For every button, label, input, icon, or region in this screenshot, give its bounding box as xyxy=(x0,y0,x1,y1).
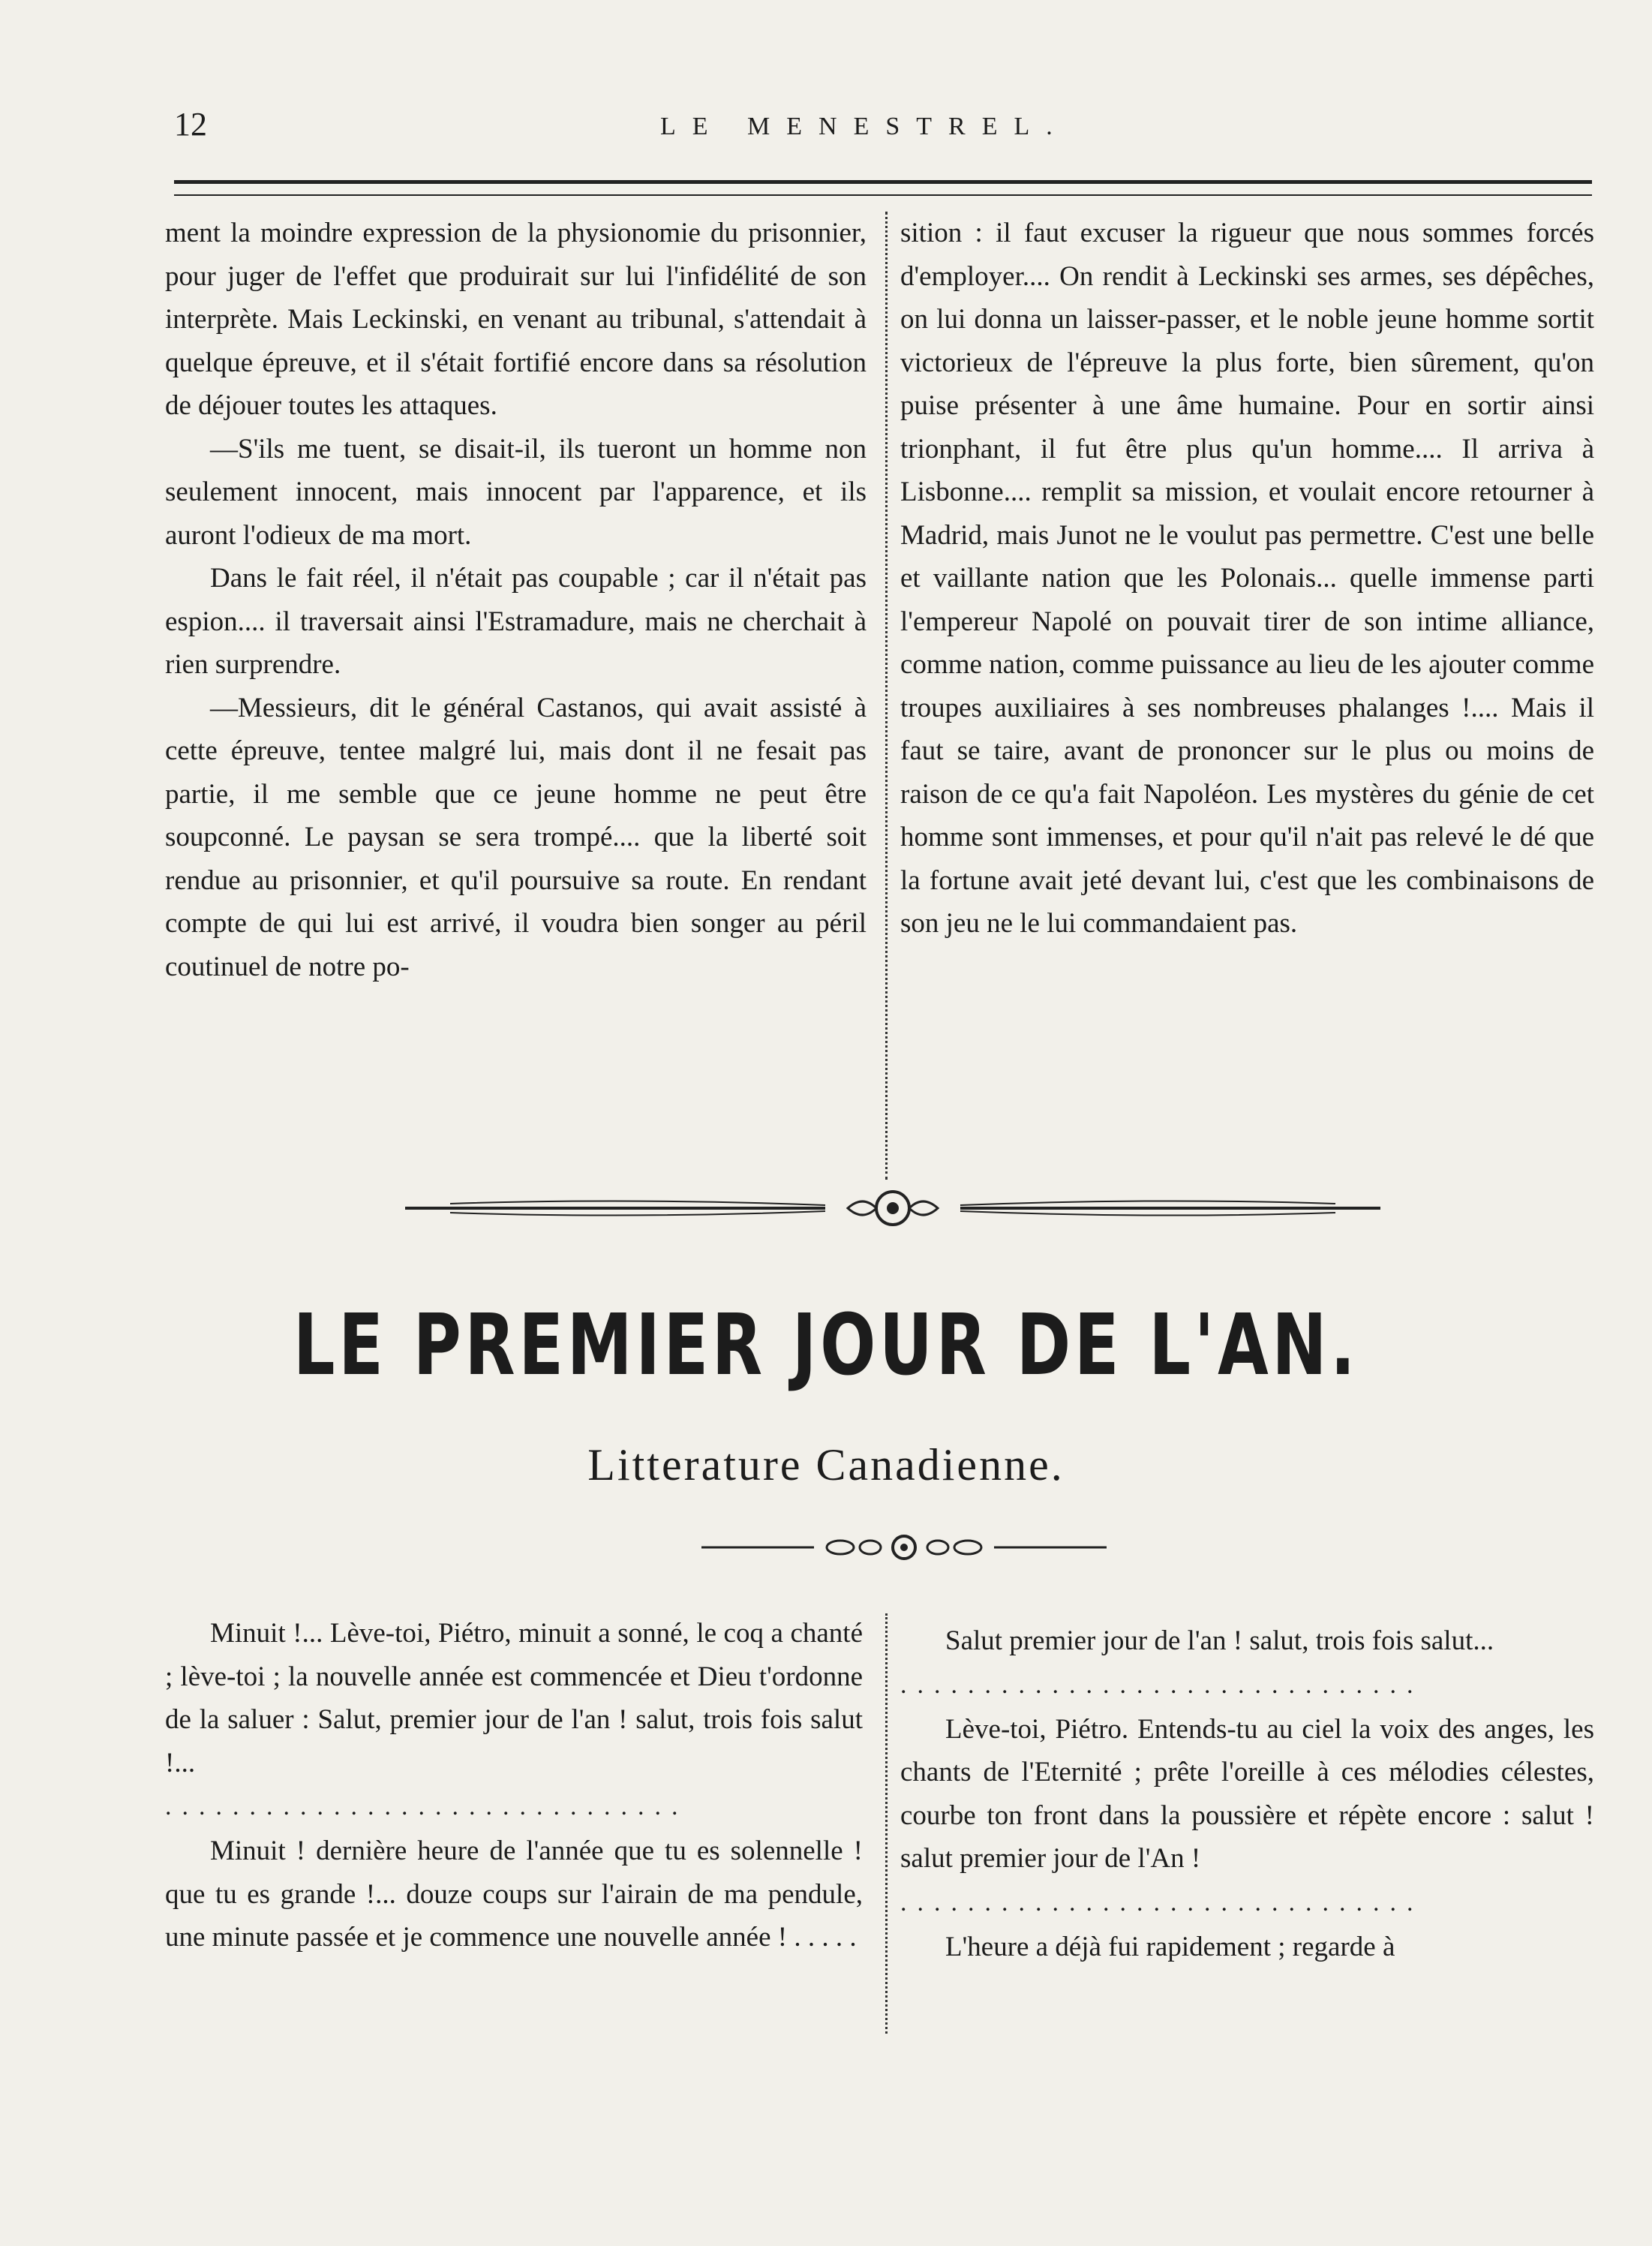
article-subtitle: Litterature Canadienne. xyxy=(587,1440,1065,1490)
paragraph: Minuit ! dernière heure de l'année que tu es solennelle ! que tu es grande !... douze coups sur l'airain de ma pendule, une minute passée et je commence une nouvelle année ! . . . . . xyxy=(165,1836,863,1953)
article2-right-column xyxy=(900,1619,1594,1968)
ornamental-divider xyxy=(405,1186,1380,1231)
paragraph: L'heure a déjà fui rapidement ; regarde à xyxy=(945,1931,1395,1962)
article1-left-column xyxy=(165,212,867,988)
header-rule xyxy=(174,180,1592,196)
paragraph: Dans le fait réel, il n'était pas coupable ; car il n'était pas espion.... il traversait ainsi l'Estramadure, mais ne cherchait à rien surprendre. xyxy=(165,563,867,680)
page-number: 12 xyxy=(174,106,207,143)
paragraph: ment la moindre expression de la physionomie du prisonnier, pour juger de l'effet que produirait sur lui l'infidélité de son interprète. Mais Leckinski, en venant au tribunal, s'attendait à quelque épreuve, et il s'était fortifié encore dans sa résolution de déjouer toutes les attaques. xyxy=(165,218,867,421)
paragraph: Lève-toi, Piétro. Entends-tu au ciel la voix des anges, les chants de l'Eternité ; prête l'oreille à ces mélodies célestes, courbe ton front dans la poussière et répète encore : salut ! salut premier jour de l'An ! xyxy=(900,1713,1594,1874)
running-head: LE MENESTREL. xyxy=(660,113,1069,140)
paragraph: Salut premier jour de l'an ! salut, trois fois salut... xyxy=(945,1625,1494,1656)
dot-leader: ............................... xyxy=(165,1793,689,1821)
small-ornament xyxy=(701,1532,1107,1562)
paragraph: sition : il faut excuser la rigueur que nous sommes forcés d'employer.... On rendit à Leckinski ses armes, ses dépêches, on lui donna un laisser-passer, et le noble jeune homme sortit victorieux de l'épreuve la plus forte, bien sûrement, qu'on puise présenter à une âme humaine. Pour en sortir ainsi trionphant, il fut être plus qu'un homme.... Il arriva à Lisbonne.... remplit sa mission, et voulait encore retourner à Madrid, mais Junot ne le voulut pas permettre. C'est une belle et vaillante nation que les Polonais... quelle immense parti l'empereur Napolé on pouvait tirer de son intime alliance, comme nation, comme puissance au lieu de les ajouter comme troupes auxiliaires à ses nombreuses phalanges !.... Mais il faut se taire, avant de prononcer sur le plus ou moins de raison de ce qu'a fait Napoléon. Les mystères du génie de cet homme sont immenses, et pour qu'il n'ait pas relevé le dé que la fortune avait jeté devant lui, c'est que les combinaisons de son jeu ne le lui commandaient pas. xyxy=(900,218,1594,939)
paragraph: —S'ils me tuent, se disait-il, ils tueront un homme non seulement innocent, mais innocent par l'apparence, et ils auront l'odieux de ma mort. xyxy=(165,433,867,551)
article2-left-column xyxy=(165,1612,863,1959)
dot-leader: ............................... xyxy=(900,1670,1424,1699)
column-separator xyxy=(885,1613,888,2034)
dot-leader: ............................... xyxy=(900,1888,1424,1917)
article1-right-column xyxy=(900,212,1594,946)
article-title: LE PREMIER JOUR DE L'AN. xyxy=(293,1297,1359,1394)
paragraph: Minuit !... Lève-toi, Piétro, minuit a sonné, le coq a chanté ; lève-toi ; la nouvelle année est commencée et Dieu t'ordonne de la saluer : Salut, premier jour de l'an ! salut, trois fois salut !... xyxy=(165,1618,863,1778)
column-separator xyxy=(885,212,888,1180)
paragraph: —Messieurs, dit le général Castanos, qui avait assisté à cette épreuve, tentee malgré lui, mais dont il ne fesait pas partie, il me semble que ce jeune homme ne peut être soupconné. Le paysan se sera trompé.... que la liberté soit rendue au prisonnier, et qu'il poursuive sa route. En rendant compte de qui lui est arrivé, il voudra bien songer au péril coutinuel de notre po- xyxy=(165,692,867,982)
